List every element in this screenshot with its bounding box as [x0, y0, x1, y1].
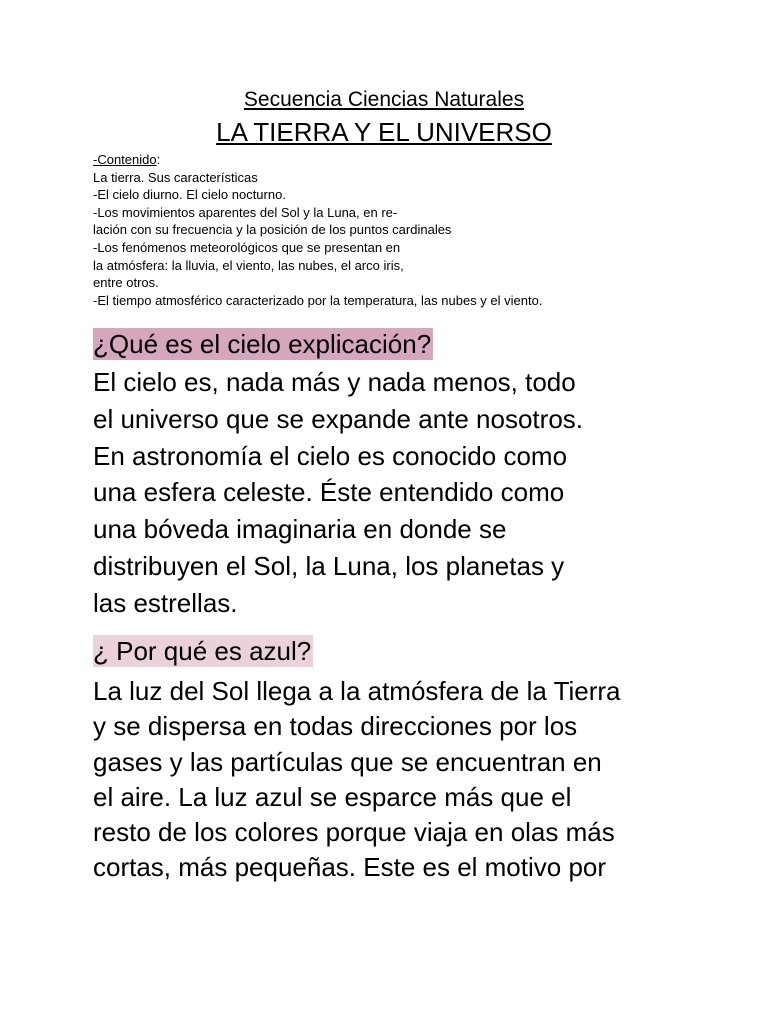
contents-label: -Contenido	[93, 152, 157, 167]
paragraph-line: cortas, más pequeñas. Este es el motivo por	[93, 852, 607, 883]
paragraph-line: y se dispersa en todas direcciones por los	[93, 711, 578, 742]
paragraph-line: distribuyen el Sol, la Luna, los planetas y	[93, 550, 565, 581]
contents-line: -El tiempo atmosférico caracterizado por la temperatura, las nubes y el viento.	[93, 292, 543, 308]
paragraph-line: resto de los colores porque viaja en olas más	[93, 817, 615, 848]
paragraph-line: En astronomía el cielo es conocido como	[93, 440, 568, 471]
contents-line: la atmósfera: la lluvia, el viento, las nubes, el arco iris,	[93, 257, 404, 273]
contents-line: entre otros.	[93, 275, 159, 291]
paragraph-line: una bóveda imaginaria en donde se	[93, 514, 507, 545]
contents-line: lación con su frecuencia y la posición de los puntos cardinales	[93, 222, 452, 238]
contents-line: -Los fenómenos meteorológicos que se presentan en	[93, 239, 401, 255]
question-heading-blue: ¿ Por qué es azul?	[93, 636, 312, 666]
question-heading-sky: ¿Qué es el cielo explicación?	[93, 329, 432, 359]
paragraph-line: una esfera celeste. Éste entendido como	[93, 477, 565, 508]
document-subtitle: Secuencia Ciencias Naturales	[243, 88, 525, 111]
contents-label-suffix: :	[156, 152, 161, 167]
paragraph-line: gases y las partículas que se encuentran en	[93, 746, 602, 777]
paragraph-line: La luz del Sol llega a la atmósfera de la Tierra	[93, 676, 621, 706]
contents-heading	[93, 151, 693, 169]
contents-list	[93, 151, 693, 309]
document-title: LA TIERRA Y EL UNIVERSO	[216, 117, 552, 147]
paragraph-line: el aire. La luz azul se esparce más que el	[93, 781, 572, 812]
contents-line: La tierra. Sus características	[93, 169, 258, 185]
paragraph-line: El cielo es, nada más y nada menos, todo	[93, 367, 576, 397]
paragraph-sky	[93, 364, 693, 622]
contents-line: -El cielo diurno. El cielo nocturno.	[93, 187, 286, 203]
contents-line: -Los movimientos aparentes del Sol y la Luna, en re-	[93, 204, 398, 220]
paragraph-blue	[93, 674, 693, 886]
paragraph-line: las estrellas.	[93, 587, 238, 618]
paragraph-line: el universo que se expande ante nosotros.	[93, 403, 584, 434]
